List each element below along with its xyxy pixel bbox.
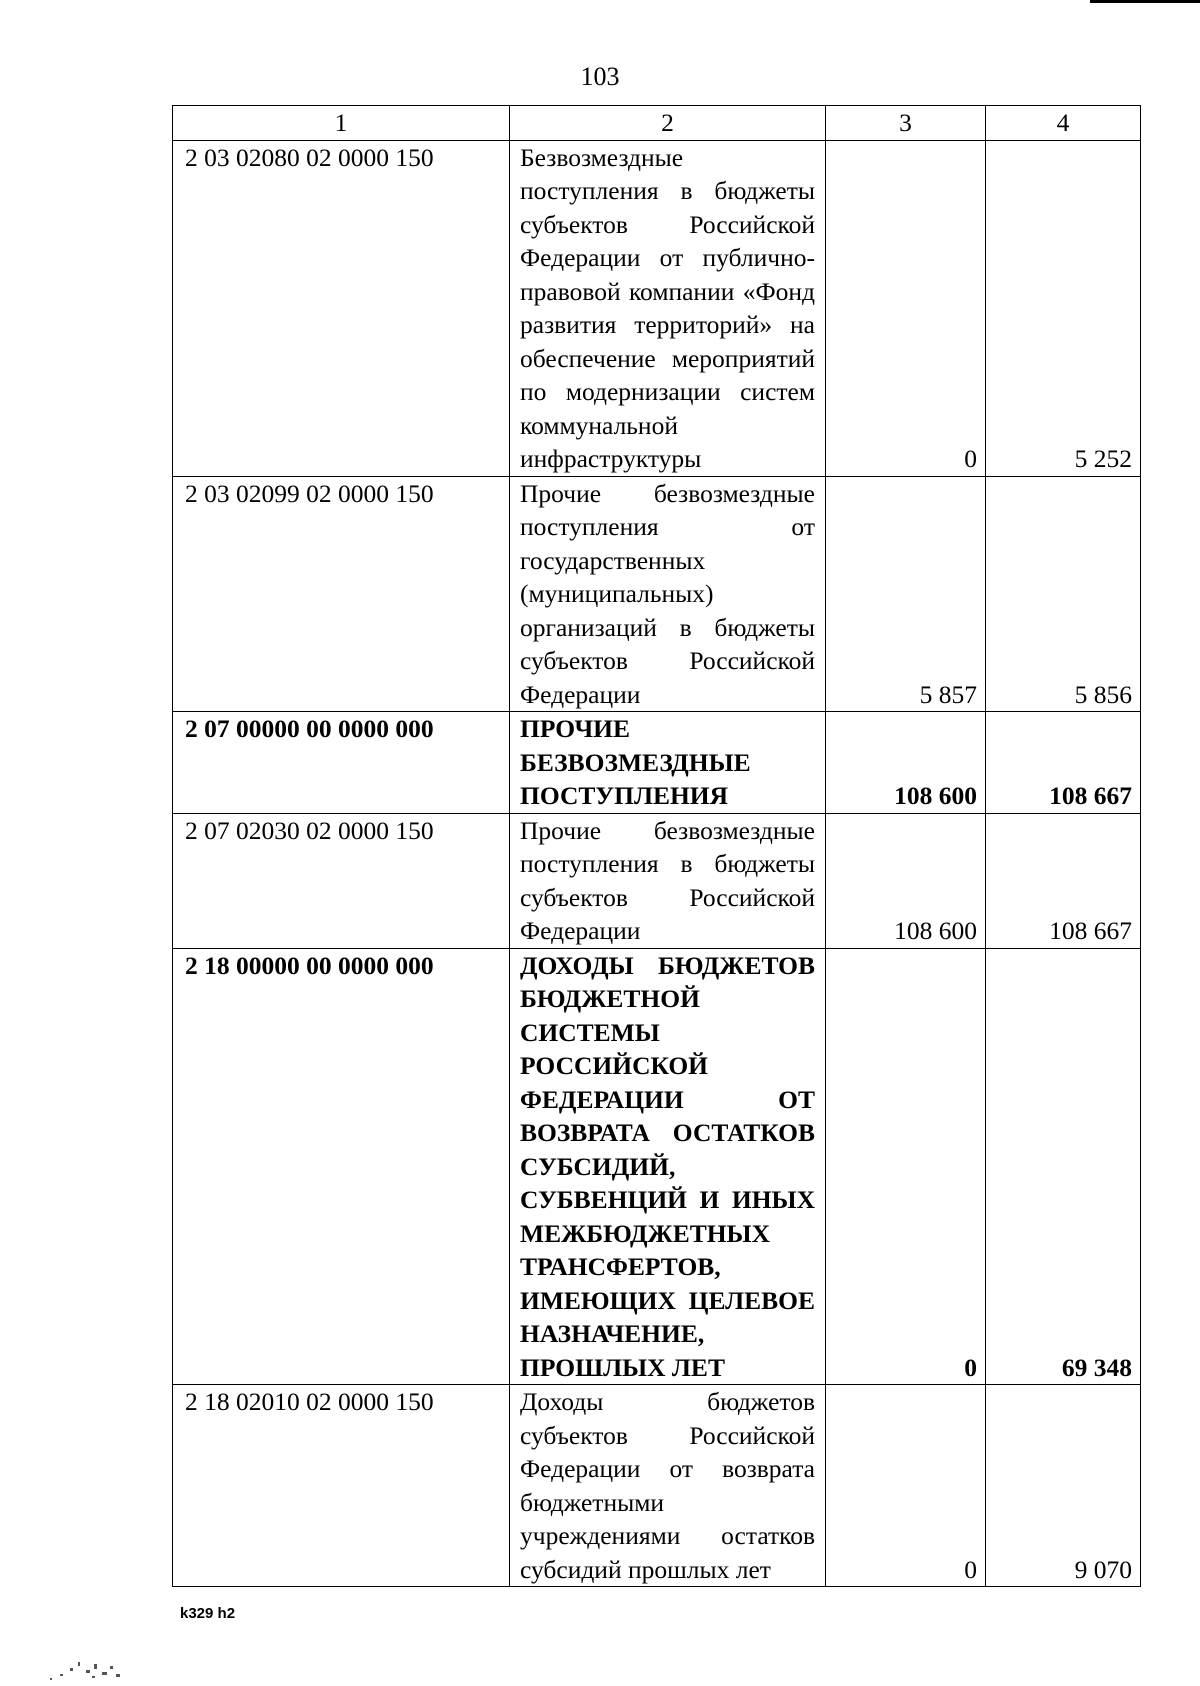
row-value-col3: 0 xyxy=(826,948,986,1385)
header-col-3: 3 xyxy=(826,106,986,141)
table-row xyxy=(173,476,1141,712)
page-number: 103 xyxy=(580,62,620,91)
table-row xyxy=(173,813,1141,948)
row-code: 2 03 02099 02 0000 150 xyxy=(173,476,510,712)
table-row-section xyxy=(173,948,1141,1385)
row-value-col4: 5 856 xyxy=(986,476,1141,712)
row-value-col3: 108 600 xyxy=(826,813,986,948)
row-value-col4: 69 348 xyxy=(986,948,1141,1385)
row-value-col3: 5 857 xyxy=(826,476,986,712)
row-name: Доходы бюджетов субъектов Российской Федерации от возврата бюджетными учреждениями остатков субсидий прошлых лет xyxy=(510,1385,826,1587)
budget-table xyxy=(172,105,1141,1587)
header-col-1: 1 xyxy=(173,106,510,141)
row-value-col4: 108 667 xyxy=(986,813,1141,948)
row-name: Прочие безвозмездные поступления от государственных (муниципальных) организаций в бюджеты субъектов Российской Федерации xyxy=(510,476,826,712)
row-code: 2 03 02080 02 0000 150 xyxy=(173,140,510,476)
row-code: 2 18 02010 02 0000 150 xyxy=(173,1385,510,1587)
footer-document-code: k329 h2 xyxy=(180,1605,236,1622)
row-code: 2 07 02030 02 0000 150 xyxy=(173,813,510,948)
row-value-col4: 108 667 xyxy=(986,712,1141,814)
table-row xyxy=(173,1385,1141,1587)
row-value-col3: 0 xyxy=(826,1385,986,1587)
row-value-col3: 0 xyxy=(826,140,986,476)
table-header-row xyxy=(173,106,1141,141)
row-value-col4: 5 252 xyxy=(986,140,1141,476)
table-row-section xyxy=(173,712,1141,814)
scan-edge-line xyxy=(1090,0,1200,3)
row-code: 2 18 00000 00 0000 000 xyxy=(173,948,510,1385)
row-name: ПРОЧИЕ БЕЗВОЗМЕЗДНЫЕ ПОСТУПЛЕНИЯ xyxy=(510,712,826,814)
table-row xyxy=(173,140,1141,476)
row-name: Безвозмездные поступления в бюджеты субъектов Российской Федерации от публично-правовой компании «Фонд развития территорий» на обеспечение мероприятий по модернизации систем коммунальной инфраструктуры xyxy=(510,140,826,476)
row-value-col3: 108 600 xyxy=(826,712,986,814)
scan-noise-marks xyxy=(0,1600,150,1686)
row-code: 2 07 00000 00 0000 000 xyxy=(173,712,510,814)
header-col-2: 2 xyxy=(510,106,826,141)
row-name: Прочие безвозмездные поступления в бюджеты субъектов Российской Федерации xyxy=(510,813,826,948)
row-value-col4: 9 070 xyxy=(986,1385,1141,1587)
row-name: ДОХОДЫ БЮДЖЕТОВ БЮДЖЕТНОЙ СИСТЕМЫ РОССИЙСКОЙ ФЕДЕРАЦИИ ОТ ВОЗВРАТА ОСТАТКОВ СУБСИДИЙ, СУБВЕНЦИЙ И ИНЫХ МЕЖБЮДЖЕТНЫХ ТРАНСФЕРТОВ, ИМЕЮЩИХ ЦЕЛЕВОЕ НАЗНАЧЕНИЕ, ПРОШЛЫХ ЛЕТ xyxy=(510,948,826,1385)
header-col-4: 4 xyxy=(986,106,1141,141)
